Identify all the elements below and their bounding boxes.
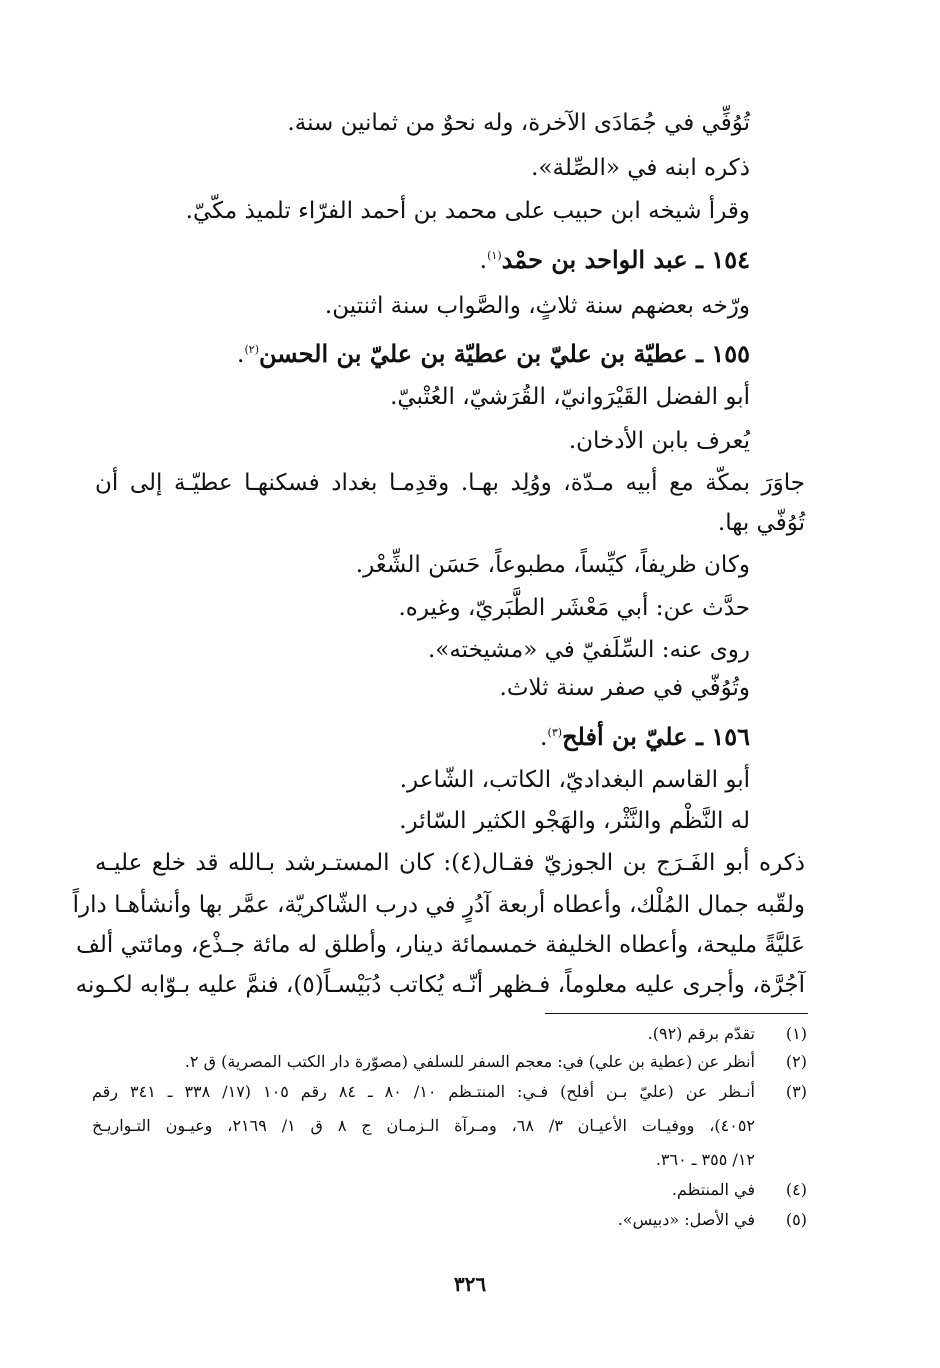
body-line: ولقّبه جمال المُلْك، وأعطاه أربعة آدُرٍ في درب الشّاكريّة، عمَّر بها وأنشأهـا داراً	[72, 892, 805, 918]
footnote-ref: (٢)	[244, 343, 259, 356]
body-line: أبو الفضل القَيْرَوانيّ، القُرَشيّ، العُتْبيّ.	[390, 384, 750, 410]
body-line: وكان ظريفاً، كيِّساً، مطبوعاً، حَسَن الشِّعْر.	[355, 552, 750, 578]
body-line: يُعرف بابن الأدخان.	[568, 428, 750, 454]
footnote-number: (٥)	[785, 1210, 807, 1229]
entry-tail: .	[236, 340, 245, 368]
body-line: تُوُفِّي في جُمَادَى الآخرة، وله نحوٌ من ثمانين سنة.	[287, 110, 750, 136]
body-line: ورّخه بعضهم سنة ثلاثٍ، والصَّواب سنة اثنتين.	[324, 293, 750, 319]
footnote-ref: (١)	[487, 249, 502, 262]
entry-name: عليّ بن أفلح	[562, 722, 688, 751]
footnote-number: (١)	[785, 1024, 807, 1043]
entry-number: ١٥٦ ـ	[695, 722, 750, 751]
footnote-text: ٤٠٥٢)، ووفيـات الأعيـان ٣/ ٦٨، ومـرآة الـزمـان ج ٨ ق ١/ ٢١٦٩، وعيـون التـواريـخ	[92, 1116, 756, 1135]
entry-heading-155	[237, 340, 750, 369]
body-line: روى عنه: السِّلَفيّ في «مشيخته».	[427, 637, 750, 663]
body-line: وتُوُفّي في صفر سنة ثلاث.	[499, 675, 750, 701]
footnote-ref: (٣)	[547, 726, 563, 739]
footnote-separator	[545, 1013, 808, 1014]
entry-heading-154	[479, 246, 750, 275]
footnote-text: ١٢/ ٣٥٥ ـ ٣٦٠.	[655, 1150, 755, 1169]
entry-heading-156	[540, 723, 750, 752]
entry-name: عطيّة بن عليّ بن عطيّة بن عليّ بن الحسن	[259, 339, 688, 368]
body-line: عَليَّةً مليحة، وأعطاه الخليفة خمسمائة دينار، وأطلق له مائة جـذْع، ومائتي ألف	[76, 932, 805, 958]
entry-number: ١٥٤ ـ	[695, 245, 750, 274]
footnote-number: (٢)	[785, 1052, 807, 1071]
entry-tail: .	[539, 723, 548, 751]
entry-number: ١٥٥ ـ	[695, 339, 750, 368]
page-number: ٣٢٦	[453, 1272, 487, 1296]
footnote-text: أنظر عن (عطية بن علي) في: معجم السفر للسلفي (مصوّرة دار الكتب المصرية) ق ٢.	[184, 1052, 755, 1071]
body-line: ذكره ابنه في «الصِّلة».	[531, 155, 750, 181]
body-line: ذكره أبو الفَـرَج بن الجوزيّ فقـال(٤): كان المستـرشد بـالله قد خلع عليـه	[95, 850, 805, 876]
footnote-number: (٤)	[785, 1180, 807, 1199]
body-line: حدَّث عن: أبي مَعْشَر الطَّبَريّ، وغيره.	[398, 595, 750, 621]
body-line: جاوَرَ بمكّة مع أبيه مـدّة، ووُلِد بهـا. وقدِمـا بغداد فسكنهـا عطيّـة إلى أن	[95, 470, 805, 496]
entry-name: عبد الواحد بن حمْد	[501, 245, 688, 274]
footnote-number: (٣)	[785, 1082, 807, 1101]
footnote-text: في المنتظم.	[671, 1180, 755, 1199]
footnote-text: تقدّم برقم (٩٢).	[647, 1024, 755, 1043]
body-line: أبو القاسم البغداديّ، الكاتب، الشّاعر.	[399, 767, 750, 793]
footnote-text: أنـظر عن (عليّ بـن أفلح) فـي: المنتـظم ١٠/ ٨٠ ـ ٨٤ رقم ١٠٥ (١٧/ ٣٣٨ ـ ٣٤١ رقم	[92, 1082, 756, 1101]
entry-tail: .	[479, 246, 488, 274]
body-line: آجُرَّة، وأجرى عليه معلوماً، فـظهر أنّـه يُكاتب دُبَيْسـاً(٥)، فنمَّ عليه بـوّابه لكـونه	[75, 972, 805, 998]
body-line: له النَّظْم والنَّثْر، والهَجْو الكثير السّائر.	[399, 808, 750, 834]
body-line: وقرأ شيخه ابن حبيب على محمد بن أحمد الفرّاء تلميذ مكّيّ.	[185, 198, 750, 224]
footnote-text: في الأصل: «دبيس».	[617, 1210, 755, 1229]
body-line: تُوُفّي بها.	[717, 510, 805, 536]
